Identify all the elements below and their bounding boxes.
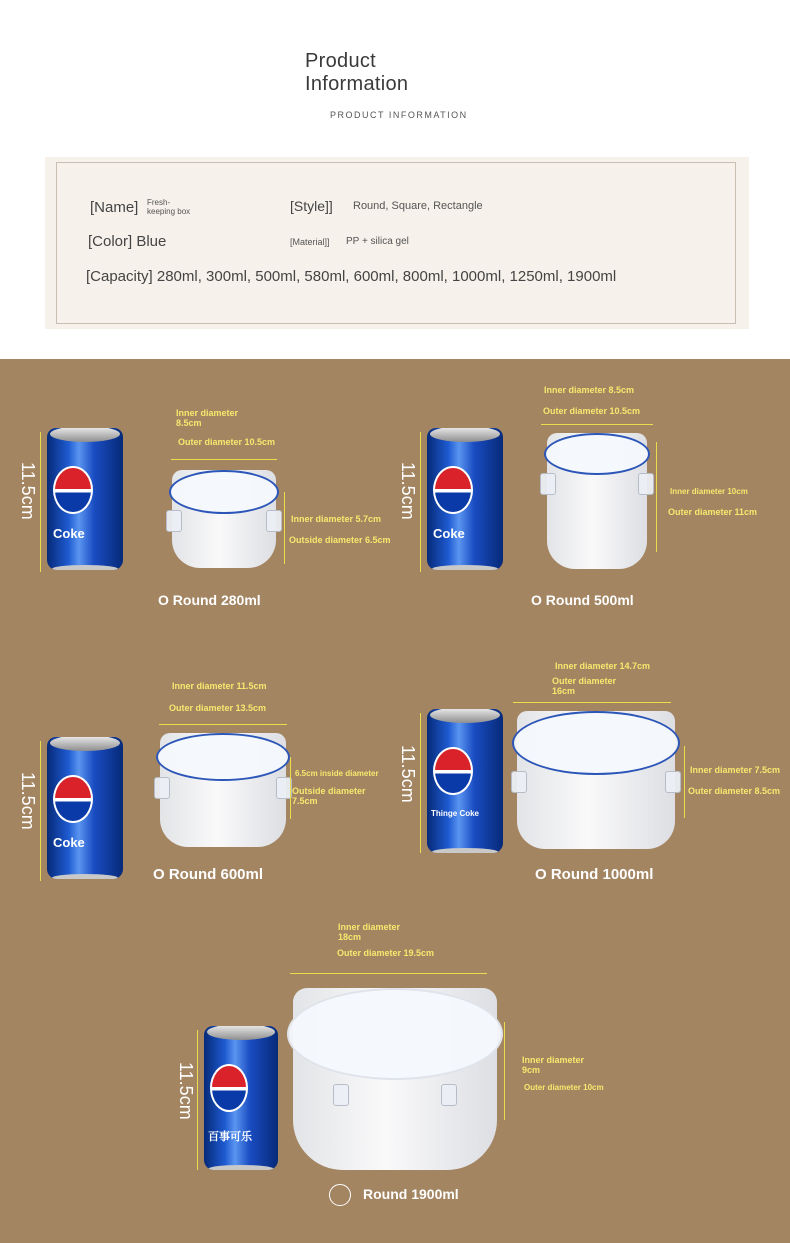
- height-line: [420, 713, 421, 853]
- dimension-line: [513, 702, 671, 703]
- outer-diameter-top: Outer diameter 10.5cm: [543, 406, 641, 416]
- container-600ml: [160, 733, 286, 847]
- outer-diameter-top: Outer diameter 19.5cm: [337, 948, 435, 958]
- container-lid: [287, 988, 503, 1080]
- can-brand: Coke: [53, 526, 85, 541]
- outer-diameter-top: Outer diameter 16cm: [552, 676, 617, 696]
- outer-diameter-side: Outer diameter 8.5cm: [688, 786, 781, 796]
- outer-diameter-side: Outside diameter 6.5cm: [289, 535, 391, 545]
- can-lid: [430, 428, 500, 442]
- outer-diameter-side: Outer diameter 11cm: [668, 507, 758, 517]
- soda-can: [204, 1026, 278, 1170]
- lid-clip-right: [665, 771, 681, 793]
- height-line: [420, 432, 421, 572]
- can-brand: Thinge Coke: [431, 809, 480, 818]
- lid-clip-left: [333, 1084, 349, 1106]
- inner-diameter-top: Inner diameter 18cm: [338, 922, 401, 942]
- can-height-label: 11.5cm: [176, 1062, 196, 1120]
- outer-diameter-top: Outer diameter 13.5cm: [169, 703, 267, 713]
- dimension-line: [159, 724, 287, 725]
- soda-can: [47, 737, 123, 879]
- product-name: O Round 280ml: [158, 592, 261, 608]
- lid-clip-right: [638, 473, 654, 495]
- inner-diameter-side: Inner diameter 9cm: [522, 1055, 585, 1075]
- can-lid: [50, 428, 120, 442]
- can-bottom: [52, 874, 119, 879]
- inner-diameter-side: Inner diameter 7.5cm: [690, 765, 781, 775]
- style-label: [Style]]: [290, 198, 333, 214]
- material-value: PP + silica gel: [346, 236, 409, 247]
- inner-diameter-top: Inner diameter 8.5cm: [544, 385, 635, 395]
- can-brand: 百事可乐: [208, 1131, 252, 1143]
- dimension-line: [171, 459, 277, 460]
- height-line: [197, 1030, 198, 1170]
- can-logo-icon: [210, 1064, 248, 1112]
- can-lid: [207, 1026, 275, 1040]
- container-lid: [169, 470, 279, 514]
- can-logo-icon: [53, 775, 93, 823]
- inner-diameter-side: Inner diameter 5.7cm: [291, 514, 382, 524]
- container-1900ml: [293, 988, 497, 1170]
- dimension-line-side: [504, 1022, 505, 1120]
- product-name: O Round 1000ml: [535, 866, 654, 883]
- can-bottom: [208, 1165, 273, 1170]
- title-line-2: Information: [305, 73, 409, 95]
- inner-diameter-side: Inner diameter 10cm: [670, 487, 748, 496]
- container-lid: [544, 433, 650, 475]
- can-logo-icon: [53, 466, 93, 514]
- outer-diameter-top: Outer diameter 10.5cm: [178, 437, 276, 447]
- lid-clip-right: [441, 1084, 457, 1106]
- product-name: O Round 500ml: [531, 592, 634, 608]
- dimension-line-side: [656, 442, 657, 552]
- can-lid: [50, 737, 120, 751]
- container-500ml: [547, 433, 647, 569]
- soda-can: [47, 428, 123, 570]
- can-brand: Coke: [433, 526, 465, 541]
- soda-can: [427, 709, 503, 853]
- material-label: [Material]]: [290, 237, 330, 247]
- dimension-line: [541, 424, 653, 425]
- height-line: [40, 432, 41, 572]
- capacity-label: [Capacity] 280ml, 300ml, 500ml, 580ml, 600ml, 800ml, 1000ml, 1250ml, 1900ml: [86, 268, 617, 285]
- container-lid: [512, 711, 679, 775]
- lid-clip-left: [154, 777, 170, 799]
- inner-diameter-top: Inner diameter 11.5cm: [172, 681, 267, 691]
- can-bottom: [432, 848, 499, 853]
- can-logo-icon: [433, 466, 473, 514]
- title-line-1: Product: [305, 50, 377, 72]
- color-label: [Color] Blue: [88, 233, 167, 250]
- inner-diameter-side: 6.5cm inside diameter: [295, 769, 379, 778]
- container-1000ml: [517, 711, 675, 849]
- lid-clip-right: [266, 510, 282, 532]
- product-name: Round 1900ml: [363, 1186, 459, 1202]
- can-height-label: 11.5cm: [398, 745, 418, 803]
- inner-diameter-top: Inner diameter 8.5cm: [176, 408, 239, 428]
- page-subtitle: PRODUCT INFORMATION: [330, 110, 468, 120]
- dimension-line: [290, 973, 487, 974]
- dimension-line-side: [684, 746, 685, 818]
- can-logo-icon: [433, 747, 473, 795]
- product-name: O Round 600ml: [153, 866, 264, 883]
- lid-clip-left: [540, 473, 556, 495]
- lid-clip-left: [511, 771, 527, 793]
- can-height-label: 11.5cm: [18, 772, 38, 830]
- container-280ml: [172, 470, 276, 568]
- can-height-label: 11.5cm: [18, 462, 38, 520]
- outer-diameter-side: Outside diameter 7.5cm: [292, 786, 366, 806]
- container-lid: [156, 733, 290, 781]
- lid-clip-left: [166, 510, 182, 532]
- page-title: [305, 50, 465, 96]
- name-label: [Name]: [90, 199, 139, 216]
- can-lid: [430, 709, 500, 723]
- dimension-line-side: [290, 757, 291, 819]
- circle-shape-icon: [329, 1184, 351, 1206]
- dimension-line-side: [284, 492, 285, 564]
- height-line: [40, 741, 41, 881]
- can-bottom: [432, 565, 499, 570]
- inner-diameter-top: Inner diameter 14.7cm: [555, 661, 651, 671]
- name-value: Fresh- keeping box: [147, 198, 191, 216]
- soda-can: [427, 428, 503, 570]
- can-bottom: [52, 565, 119, 570]
- can-height-label: 11.5cm: [398, 462, 418, 520]
- can-brand: Coke: [53, 835, 85, 850]
- outer-diameter-side: Outer diameter 10cm: [524, 1083, 604, 1092]
- style-value: Round, Square, Rectangle: [353, 200, 483, 212]
